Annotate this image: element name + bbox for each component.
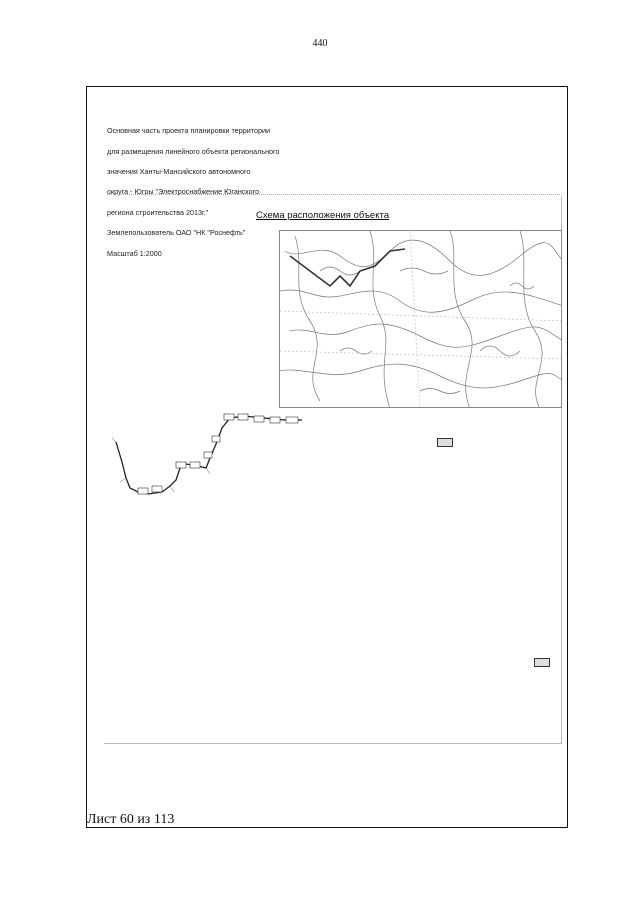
header-line: Землепользователь ОАО "НК "Роснефть" xyxy=(107,228,246,238)
scheme-title: Схема расположения объекта xyxy=(256,210,389,221)
scheme-route-line xyxy=(290,249,405,286)
header-line: значения Ханты-Мансийского автономного xyxy=(107,167,251,177)
map-marker xyxy=(534,658,550,667)
header-line: региона строительства 2013г." xyxy=(107,207,209,217)
location-scheme-drawing xyxy=(280,231,562,408)
header-line: округа - Югры "Электроснабжение Юганского xyxy=(107,187,260,197)
page-number: 440 xyxy=(312,38,328,49)
location-scheme-map xyxy=(279,230,562,408)
header-line: Масштаб 1:2000 xyxy=(107,248,162,258)
header-line: Основная часть проекта планировки территории xyxy=(107,126,270,136)
sheet-number: Лист 60 из 113 xyxy=(87,812,175,827)
map-marker xyxy=(437,438,453,447)
route-drawing xyxy=(104,400,314,510)
header-line: для размещения линейного объекта регионального xyxy=(107,146,280,156)
header-divider xyxy=(107,194,562,195)
